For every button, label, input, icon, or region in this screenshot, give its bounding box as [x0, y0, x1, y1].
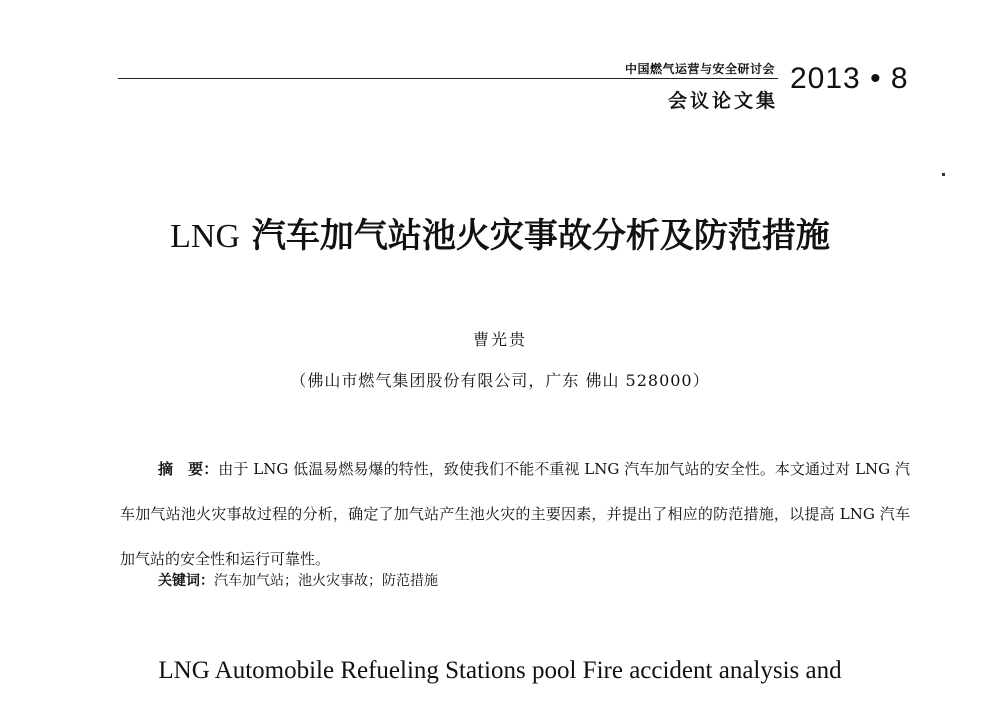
abstract-text: 由于 LNG 低温易燃易爆的特性，致使我们不能不重视 LNG 汽车加气站的安全性。本文通过对 LNG 汽车加气站池火灾事故过程的分析，确定了加气站产生池火灾的主要因素，并提出了相应的防范措施，以提高 LNG 汽车加气站的安全性和运行可靠性。: [120, 460, 910, 568]
proceedings-label: 会议论文集: [667, 90, 778, 112]
abstract-label: 摘 要：: [158, 460, 219, 478]
scan-speck: [942, 173, 945, 176]
author-name: 曹光贵: [472, 330, 527, 349]
english-title: LNG Automobile Refueling Stations pool Fire accident analysis and: [158, 657, 842, 684]
issue-number: 2013 • 8: [790, 62, 909, 95]
keywords-label: 关键词：: [158, 573, 214, 589]
paper-title: [0, 208, 1000, 257]
title-cjk: 汽车加气站池火灾事故分析及防范措施: [251, 216, 830, 256]
keywords-text: 汽车加气站；池火灾事故；防范措施: [214, 573, 438, 589]
keywords: [158, 570, 910, 590]
author-affiliation: （佛山市燃气集团股份有限公司，广东 佛山 528000）: [290, 371, 710, 390]
header-rule: [118, 78, 778, 79]
abstract: [120, 447, 910, 582]
conference-name: 中国燃气运营与安全研讨会: [624, 62, 775, 76]
title-latin: LNG: [170, 218, 241, 255]
